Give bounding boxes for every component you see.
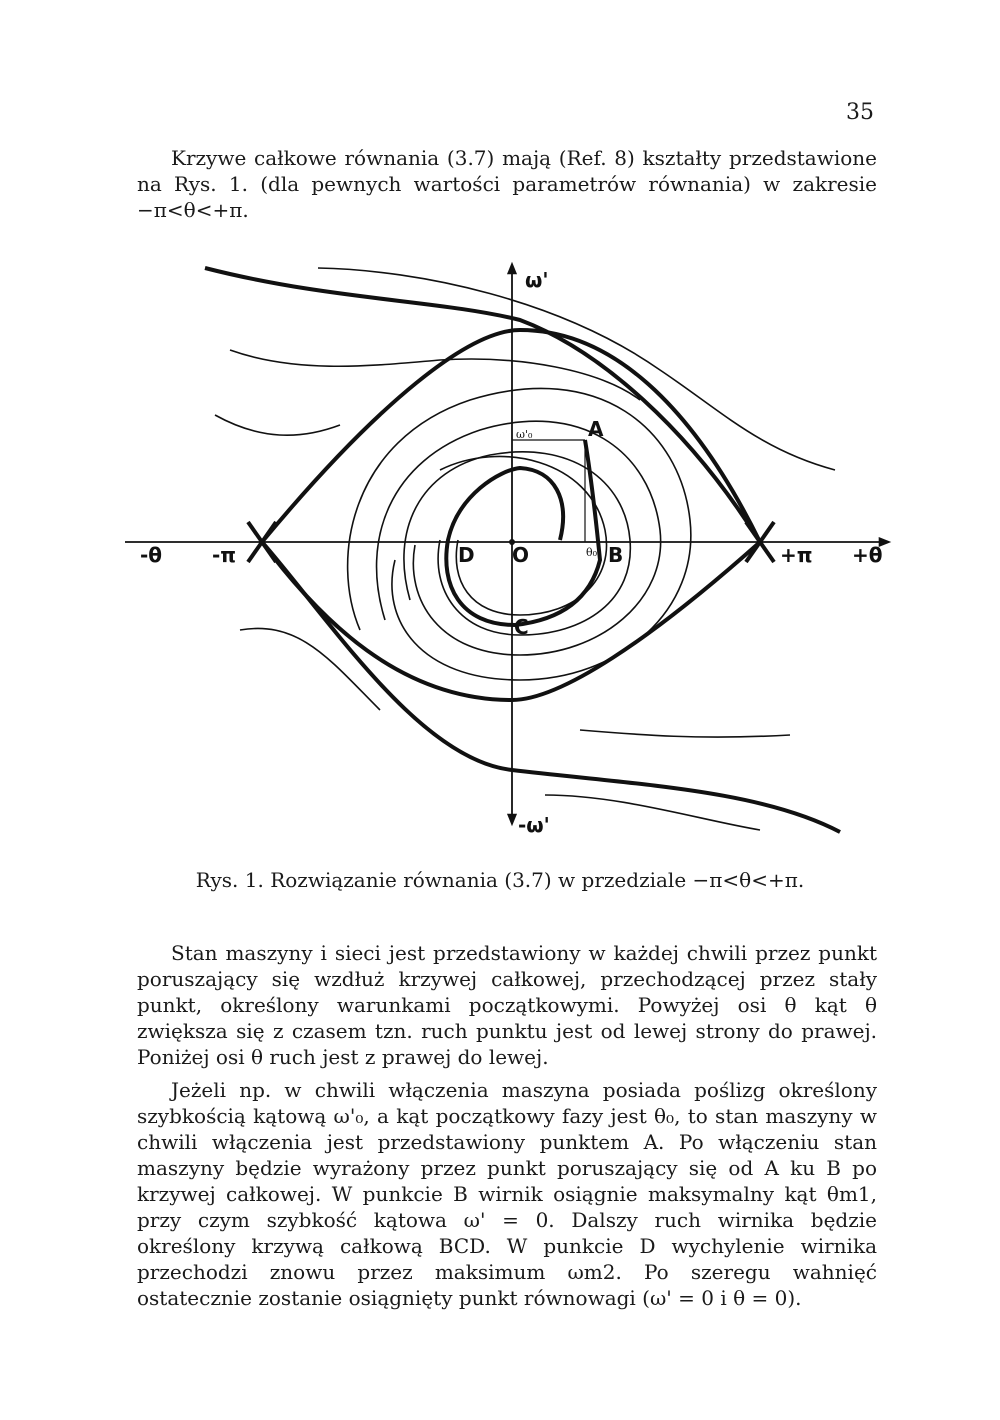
omega-pos-label: ω' [525, 268, 549, 292]
theta-pos-label: +θ [852, 543, 883, 567]
intro-paragraph [137, 145, 877, 223]
figure-caption: Rys. 1. Rozwiązanie równania (3.7) w przedziale −π<θ<+π. [195, 868, 805, 892]
trajectory-bottom-3 [545, 795, 760, 830]
example-text: Jeżeli np. w chwili włączenia maszyna posiada poślizg określony szybkością kątową ω'₀, a kąt początkowy fazy jest θ₀, to stan maszyny w chwili włączenia jest przedstawiony punktem A. Po włączeniu stan maszyny będzie wyrażony przez punkt poruszający się od A ku B po krzywej całkowej. W punkcie B wirnik osiągnie maksymalny kąt θm1, przy czym szybkość kątowa ω' = 0. Dalszy ruch wirnika będzie określony krzywą całkową BCD. W punkcie D wychylenie wirnika przechodzi znowu przez maksimum ωm2. Po szeregu wahnięć ostatecznie zostanie osiągnięty punkt równowagi (ω' = 0 i θ = 0). [137, 1078, 877, 1310]
state-text: Stan maszyny i sieci jest przedstawiony w każdej chwili przez punkt poruszający się wzdłuż krzywej całkowej, przechodzącej przez stały punkt, określony warunkami początkowymi. Powyżej osi θ kąt θ zwiększa się z czasem tzn. ruch punktu jest od lewej strony do prawej. Poniżej osi θ ruch jest z prawej do lewej. [137, 941, 877, 1069]
page-number: 35 [846, 100, 874, 125]
point-d-label: D [458, 543, 475, 567]
example-paragraph [137, 1077, 877, 1311]
state-paragraph [137, 940, 877, 1070]
point-a-label: A [588, 417, 604, 441]
theta-neg-label: -θ [140, 543, 163, 567]
separatrix-top-left [205, 268, 760, 542]
intro-text: Krzywe całkowe równania (3.7) mają (Ref. 8) kształty przedstawione na Rys. 1. (dla pewnych wartości parametrów równania) w zakresie −π<θ<+π. [137, 146, 877, 222]
trajectory-top-3 [215, 415, 340, 435]
point-o-label: O [512, 543, 530, 567]
separatrix-upper-right [262, 330, 760, 542]
trajectory-abcd [446, 440, 600, 625]
trajectory-bottom-2 [580, 730, 790, 737]
separatrix-lower-left [262, 542, 760, 700]
plus-pi-label: +π [780, 543, 813, 567]
point-c-label: C [514, 615, 529, 639]
spiral-4 [440, 457, 607, 616]
phase-portrait-figure [0, 255, 1000, 845]
trajectory-bottom-1 [240, 628, 380, 710]
minus-pi-label: -π [212, 543, 237, 567]
theta0-label: θ₀ [586, 546, 598, 559]
omega0-label: ω'₀ [516, 428, 533, 441]
omega-neg-label: -ω' [518, 813, 550, 837]
point-b-label: B [608, 543, 624, 567]
